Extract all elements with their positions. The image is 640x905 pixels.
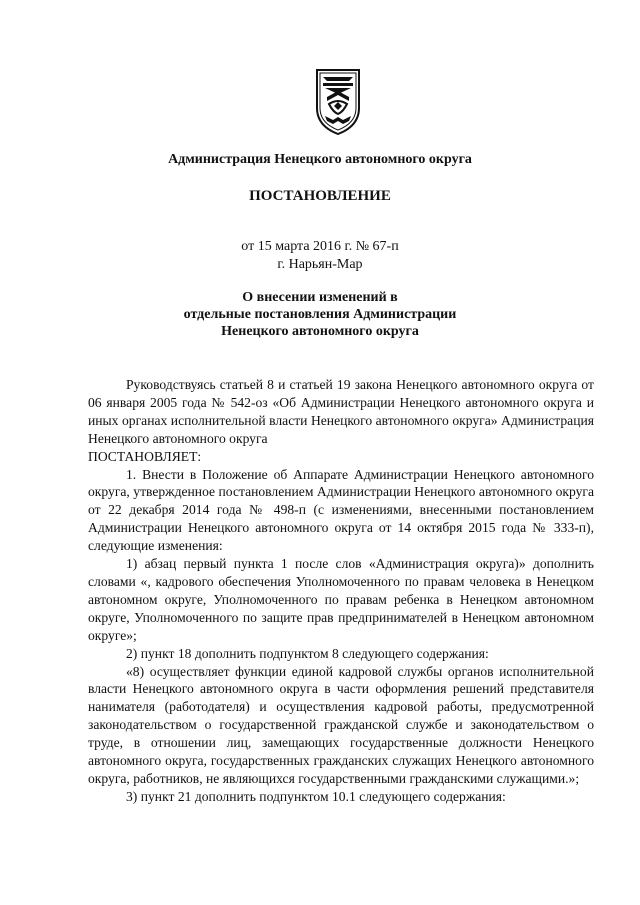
paragraph-resolves: ПОСТАНОВЛЯЕТ: [88, 448, 202, 464]
coat-of-arms-emblem [313, 64, 363, 136]
document-city: г. Нарьян-Мар [277, 257, 363, 272]
paragraph-preamble: Руководствуясь статьей 8 и статьей 19 закона Ненецкого автономного округа от 06 января 2005 года № 542-оз «Об Администрации Ненецкого автономного округа и иных органах исполнительной власти Ненецкого автономного округа» Администрация Ненецкого автономного округа [88, 377, 594, 446]
paragraph-subitem-2-text: «8) осуществляет функции единой кадровой службы органов исполнительной власти Ненецкого автономного округа в части оформления решений представителя нанимателя (работодателя) и осуществления кадровой работы, предусмотренной законодательством о государственной гражданской службе и законодательством о труде, в отношении лиц, замещающих государственные должности Ненецкого автономного округа, государственных гражданских служащих Ненецкого автономного округа, работников, не являющихся государственными гражданскими служащими.»; [88, 663, 594, 786]
paragraph-item-1: 1. Внести в Положение об Аппарате Администрации Ненецкого автономного округа, утвержденное постановлением Администрации Ненецкого автономного округа от 22 декабря 2014 года № 498-п (с изменениями, внесенными постановлением Администрации Ненецкого автономного округа от 14 октября 2015 года № 333-п), следующие изменения: [88, 466, 594, 554]
document-date-number: от 15 марта 2016 г. № 67-п [241, 239, 399, 254]
paragraph-subitem-2: 2) пункт 18 дополнить подпунктом 8 следующего содержания: [126, 645, 489, 661]
paragraph-subitem-1: 1) абзац первый пункта 1 после слов «Администрация округа)» дополнить словами «, кадрового обеспечения Уполномоченного по правам человека в Ненецком автономном округе, Уполномоченного по правам ребенка в Ненецком автономном округе, Уполномоченного по защите прав предпринимателей в Ненецком автономном округе»; [88, 556, 594, 643]
document-type: ПОСТАНОВЛЕНИЕ [249, 188, 391, 204]
organization-name: Администрация Ненецкого автономного округа [168, 152, 472, 167]
document-title [0, 289, 640, 340]
title-line-2: отдельные постановления Администрации [183, 307, 457, 322]
title-line-3: Ненецкого автономного округа [221, 324, 419, 339]
title-line-1: О внесении изменений в [242, 290, 398, 305]
document-body [88, 376, 594, 806]
paragraph-subitem-3: 3) пункт 21 дополнить подпунктом 10.1 следующего содержания: [126, 788, 506, 804]
